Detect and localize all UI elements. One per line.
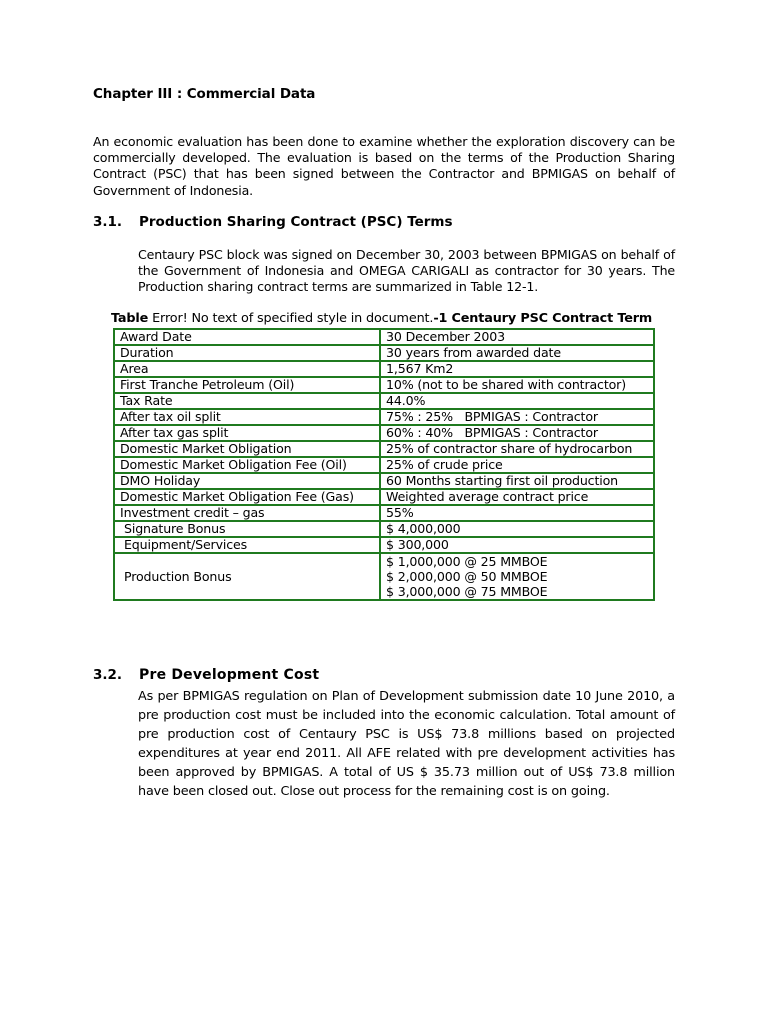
table-row <box>114 489 654 505</box>
row-value: 1,567 Km2 <box>380 361 654 377</box>
row-value <box>380 553 654 600</box>
row-label: After tax gas split <box>114 425 380 441</box>
table-row <box>114 361 654 377</box>
bonus-tier: $ 2,000,000 @ 50 MMBOE <box>386 569 548 584</box>
row-label: Investment credit – gas <box>114 505 380 521</box>
row-label: First Tranche Petroleum (Oil) <box>114 377 380 393</box>
bonus-tier: $ 1,000,000 @ 25 MMBOE <box>386 554 548 569</box>
section-title: Pre Development Cost <box>139 667 320 683</box>
row-label: Signature Bonus <box>114 521 380 537</box>
table-row <box>114 537 654 553</box>
row-label: After tax oil split <box>114 409 380 425</box>
row-value: 10% (not to be shared with contractor) <box>380 377 654 393</box>
row-label: Area <box>114 361 380 377</box>
row-value: 60% : 40% BPMIGAS : Contractor <box>380 425 654 441</box>
row-label: Equipment/Services <box>114 537 380 553</box>
table-row <box>114 345 654 361</box>
table-row <box>114 473 654 489</box>
row-label: Production Bonus <box>114 553 380 600</box>
section-3-2-heading <box>93 667 319 683</box>
caption-suffix: -1 Centaury PSC Contract Term <box>433 311 653 326</box>
section-number: 3.2. <box>93 667 123 683</box>
section-3-1-heading <box>93 214 453 230</box>
row-value: $ 4,000,000 <box>380 521 654 537</box>
table-row <box>114 329 654 345</box>
psc-contract-table <box>113 328 655 601</box>
row-value: 30 years from awarded date <box>380 345 654 361</box>
table-row <box>114 425 654 441</box>
table-row <box>114 393 654 409</box>
row-label: Award Date <box>114 329 380 345</box>
section-title: Production Sharing Contract (PSC) Terms <box>139 214 453 230</box>
row-value: $ 300,000 <box>380 537 654 553</box>
row-value: 55% <box>380 505 654 521</box>
row-value: Weighted average contract price <box>380 489 654 505</box>
table-row <box>114 505 654 521</box>
row-value: 60 Months starting first oil production <box>380 473 654 489</box>
section-number: 3.1. <box>93 214 123 230</box>
row-value: 25% of contractor share of hydrocarbon <box>380 441 654 457</box>
table-caption <box>111 311 652 326</box>
row-label: Domestic Market Obligation Fee (Oil) <box>114 457 380 473</box>
row-value: 75% : 25% BPMIGAS : Contractor <box>380 409 654 425</box>
row-label: Duration <box>114 345 380 361</box>
table-row <box>114 553 654 600</box>
caption-prefix: Table <box>111 311 149 326</box>
row-label: DMO Holiday <box>114 473 380 489</box>
section-3-2-paragraph: As per BPMIGAS regulation on Plan of Development submission date 10 June 2010, a pre production cost must be included into the economic calculation. Total amount of pre production cost of Centaury PSC is US$ 73.8 millions based on projected expenditures at year end 2011. All AFE related with pre development activities has been approved by BPMIGAS. A total of US $ 35.73 million out of US$ 73.8 million have been closed out. Close out process for the remaining cost is on going. <box>138 689 675 799</box>
row-value: 25% of crude price <box>380 457 654 473</box>
table-row <box>114 521 654 537</box>
table-row <box>114 441 654 457</box>
row-label: Domestic Market Obligation <box>114 441 380 457</box>
row-label: Tax Rate <box>114 393 380 409</box>
row-label: Domestic Market Obligation Fee (Gas) <box>114 489 380 505</box>
row-value: 30 December 2003 <box>380 329 654 345</box>
caption-error: Error! No text of specified style in document. <box>152 311 434 326</box>
table-row <box>114 409 654 425</box>
intro-paragraph: An economic evaluation has been done to examine whether the exploration discovery can be commercially developed. The evaluation is based on the terms of the Production Sharing Contract (PSC) that has been signed between the Contractor and BPMIGAS on behalf of Government of Indonesia. <box>93 134 675 198</box>
table-row <box>114 377 654 393</box>
table-row <box>114 457 654 473</box>
bonus-tier: $ 3,000,000 @ 75 MMBOE <box>386 584 548 599</box>
chapter-title: Chapter III : Commercial Data <box>93 86 316 102</box>
section-3-1-paragraph: Centaury PSC block was signed on December 30, 2003 between BPMIGAS on behalf of the Government of Indonesia and OMEGA CARIGALI as contractor for 30 years. The Production sharing contract terms are summarized in Table 12-1. <box>138 247 675 295</box>
row-value: 44.0% <box>380 393 654 409</box>
